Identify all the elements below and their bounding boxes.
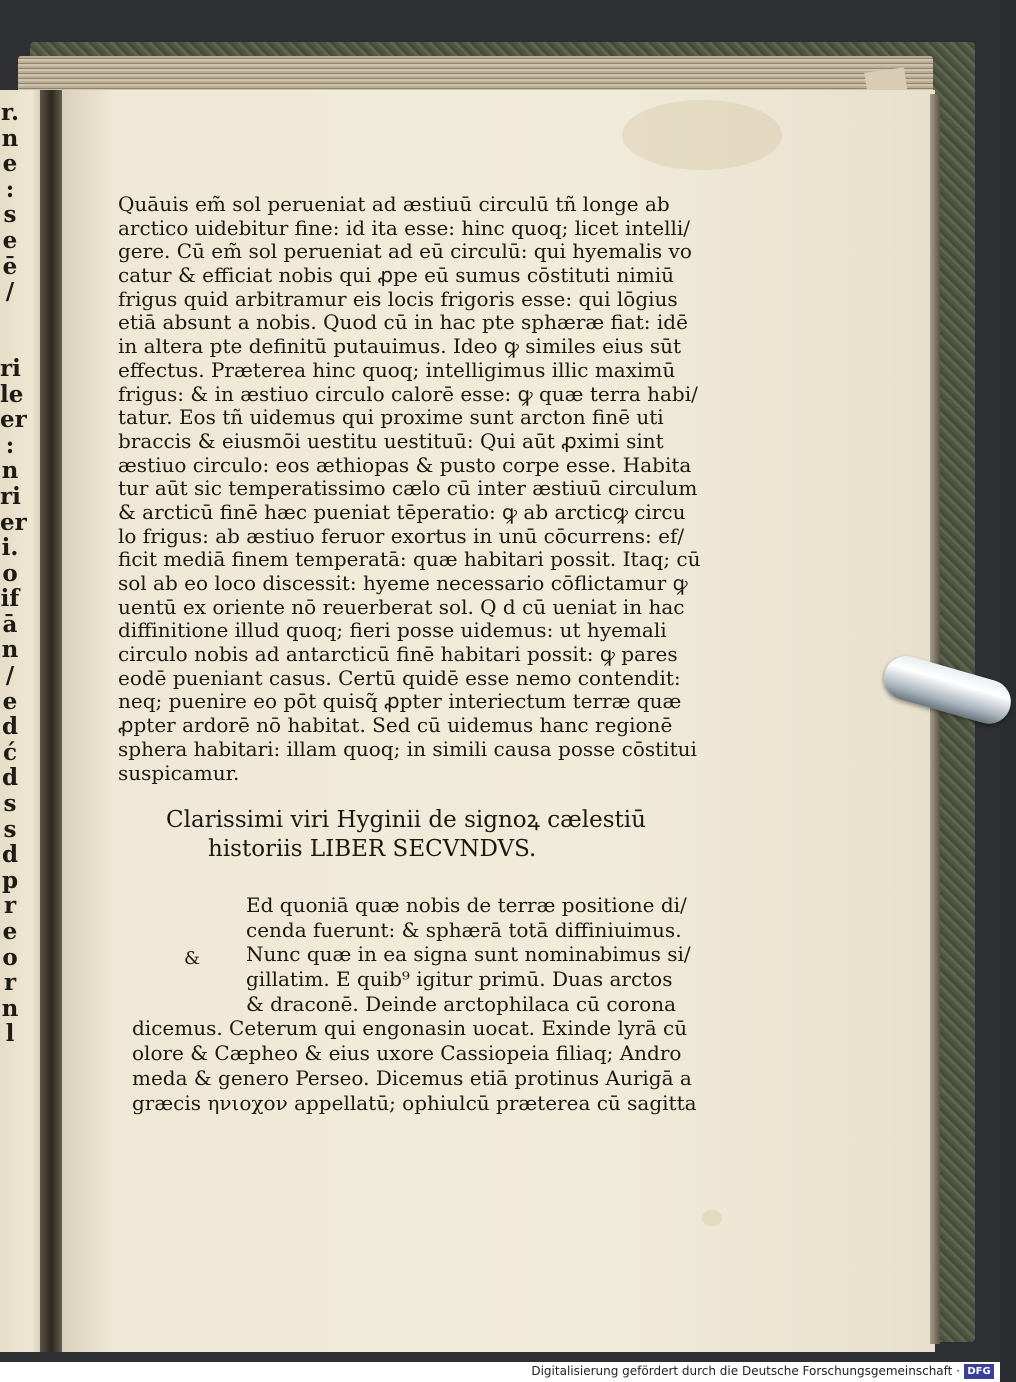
left-page-letter: s: [3, 201, 17, 229]
left-page-letter: ć: [2, 738, 17, 766]
text-line: ꝓpter ardorē nō habitat. Sed cū uidemus hanc regionē: [118, 713, 673, 738]
text-line: effectus. Præterea hinc quoq; intelligimus illic maximū: [118, 357, 676, 382]
text-line: sphera habitari: illam quoq; in simili causa posse cōstitui: [118, 736, 697, 761]
text-line: æstiuo circulo: eos æthiopas & pusto corpe esse. Habita: [118, 452, 692, 477]
text-line: neq; puenire eo pōt quisq̃ ꝓpter interiectum terræ quæ: [118, 689, 682, 714]
left-page-letter: n: [1, 636, 19, 664]
left-page-letter: ē: [2, 252, 18, 280]
left-page-letter: d: [1, 841, 19, 869]
paper-stain: [702, 1210, 722, 1226]
text-line: gere. Cū em̃ sol perueniat ad eū circulū: qui hyemalis vo: [118, 239, 692, 264]
left-page-letter: n: [1, 124, 19, 152]
text-line: circulo nobis ad antarcticū finē habitari possit: ꝙ pares: [118, 642, 678, 667]
text-line: cenda fuerunt: & sphærā totā diffiniuimus.: [246, 917, 682, 942]
left-page-letter: :: [5, 175, 15, 203]
text-line: sol ab eo loco discessit: hyeme necessario cōflictamur ꝙ: [118, 571, 688, 595]
left-page-letter: [0, 305, 20, 331]
text-line: in altera pte definitū putauimus. Ideo ꝙ similes eius sūt: [118, 334, 682, 359]
funding-credit: Digitalisierung gefördert durch die Deutsche Forschungsgemeinschaft ·: [531, 1364, 960, 1378]
body-paragraph: [118, 192, 701, 785]
left-page-letter: o: [2, 559, 18, 587]
dfg-logo: DFG: [964, 1364, 994, 1379]
left-page-letter: er: [0, 406, 27, 434]
text-line: braccis & eiusmōi uestitu uestituū: Qui aūt ꝓximi sint: [118, 428, 664, 453]
left-page-letter: ā: [2, 610, 18, 638]
left-page-letter: n: [1, 994, 19, 1022]
text-line: arctico uidebitur fine: id ita esse: hinc quoq; licet intelli/: [118, 215, 691, 240]
left-page-letter: l: [5, 1020, 15, 1048]
left-page-letter: /: [5, 278, 15, 306]
second-paragraph: [132, 893, 697, 1115]
heading-line-1: Clarissimi viri Hyginii de signoꝝ cælestiū: [166, 807, 646, 833]
left-page-letter: d: [1, 764, 19, 792]
paper-stain: [622, 100, 782, 170]
left-page-letter: [0, 330, 20, 356]
left-page-letter: /: [5, 662, 15, 690]
left-page-letter: ri: [0, 482, 21, 510]
left-page-letter: r: [3, 969, 17, 997]
text-line: etiā absunt a nobis. Quod cū in hac pte sphæræ fiat: idē: [118, 310, 688, 335]
left-page-letter: :: [5, 431, 15, 459]
left-page-letter: o: [2, 943, 18, 971]
text-line: Quāuis em̃ sol perueniat ad æstiuū circulū tñ longe ab: [118, 192, 670, 216]
left-page-letter: e: [2, 687, 18, 715]
left-page-letter: if: [0, 585, 20, 613]
footer-bar: [0, 1362, 1000, 1382]
text-line: catur & efficiat nobis qui ꝓpe eū sumus cōstituti nimiū: [118, 263, 674, 288]
ornament-mark: &: [184, 948, 201, 969]
text-line: lo frigus: ab æstiuo feruor exortus in unū cōcurrens: ef/: [118, 523, 685, 548]
left-page-letter: s: [3, 815, 17, 843]
text-line: eodē pueniant casus. Certū quidē esse nemo contendit:: [118, 665, 681, 690]
text-line: gillatim. E quib⁹ igitur primū. Duas arctos: [246, 967, 673, 992]
left-page-letter: d: [1, 713, 19, 741]
text-line: olore & Cæpheo & eius uxore Cassiopeia filiaq; Andro: [132, 1041, 682, 1066]
left-page-letter: e: [2, 226, 18, 254]
left-page-letter: er: [0, 508, 27, 536]
left-page-letter: le: [0, 380, 24, 408]
text-line: Ed quoniā quæ nobis de terræ positione di/: [246, 893, 687, 917]
book-heading: [166, 806, 686, 864]
left-page-letter: i.: [1, 534, 19, 562]
left-page-letter: ri: [0, 354, 21, 382]
text-line: suspicamur.: [118, 760, 240, 785]
heading-line-2: historiis LIBER SECVNDVS.: [208, 836, 537, 862]
text-line: uentū ex oriente nō reuerberat sol. Q d cū ueniat in hac: [118, 594, 685, 619]
left-page-letter: r: [3, 892, 17, 920]
text-line: græcis ηνιοχον appellatū; ophiulcū præterea cū sagitta: [132, 1090, 697, 1115]
left-page-letter: p: [1, 866, 19, 894]
left-page-letter: s: [3, 790, 17, 818]
text-line: frigus: & in æstiuo circulo calorē esse: ꝙ quæ terra habi/: [118, 381, 698, 406]
left-page-letters: [0, 99, 27, 1140]
text-line: tatur. Eos tñ uidemus qui proxime sunt arcton finē uti: [118, 405, 664, 430]
left-page-letter: e: [2, 150, 18, 178]
left-page-letter: e: [2, 918, 18, 945]
page-edge-shadow: [930, 94, 940, 1344]
text-line: dicemus. Ceterum qui engonasin uocat. Exinde lyrā cū: [132, 1016, 688, 1041]
text-line: ficit mediā finem temperatā: quæ habitari possit. Itaq; cū: [118, 547, 701, 572]
left-page-letter: n: [1, 457, 19, 485]
text-line: meda & genero Perseo. Dicemus etiā protinus Aurigā a: [132, 1065, 692, 1090]
text-line: Nunc quæ in ea signa sunt nominabimus si/: [246, 942, 691, 967]
text-line: & draconē. Deinde arctophilaca cū corona: [246, 991, 676, 1016]
text-line: diffinitione illud quoq; fieri posse uidemus: ut hyemali: [118, 618, 667, 643]
text-line: tur aūt sic temperatissimo cælo cū inter æstiuū circulum: [118, 476, 698, 501]
left-page-letter: r.: [0, 99, 19, 126]
text-line: frigus quid arbitramur eis locis frigoris esse: qui lōgius: [118, 286, 678, 311]
text-line: & arcticū finē hæc pueniat tēperatio: ꝙ ab arcticꝙ circu: [118, 499, 686, 524]
